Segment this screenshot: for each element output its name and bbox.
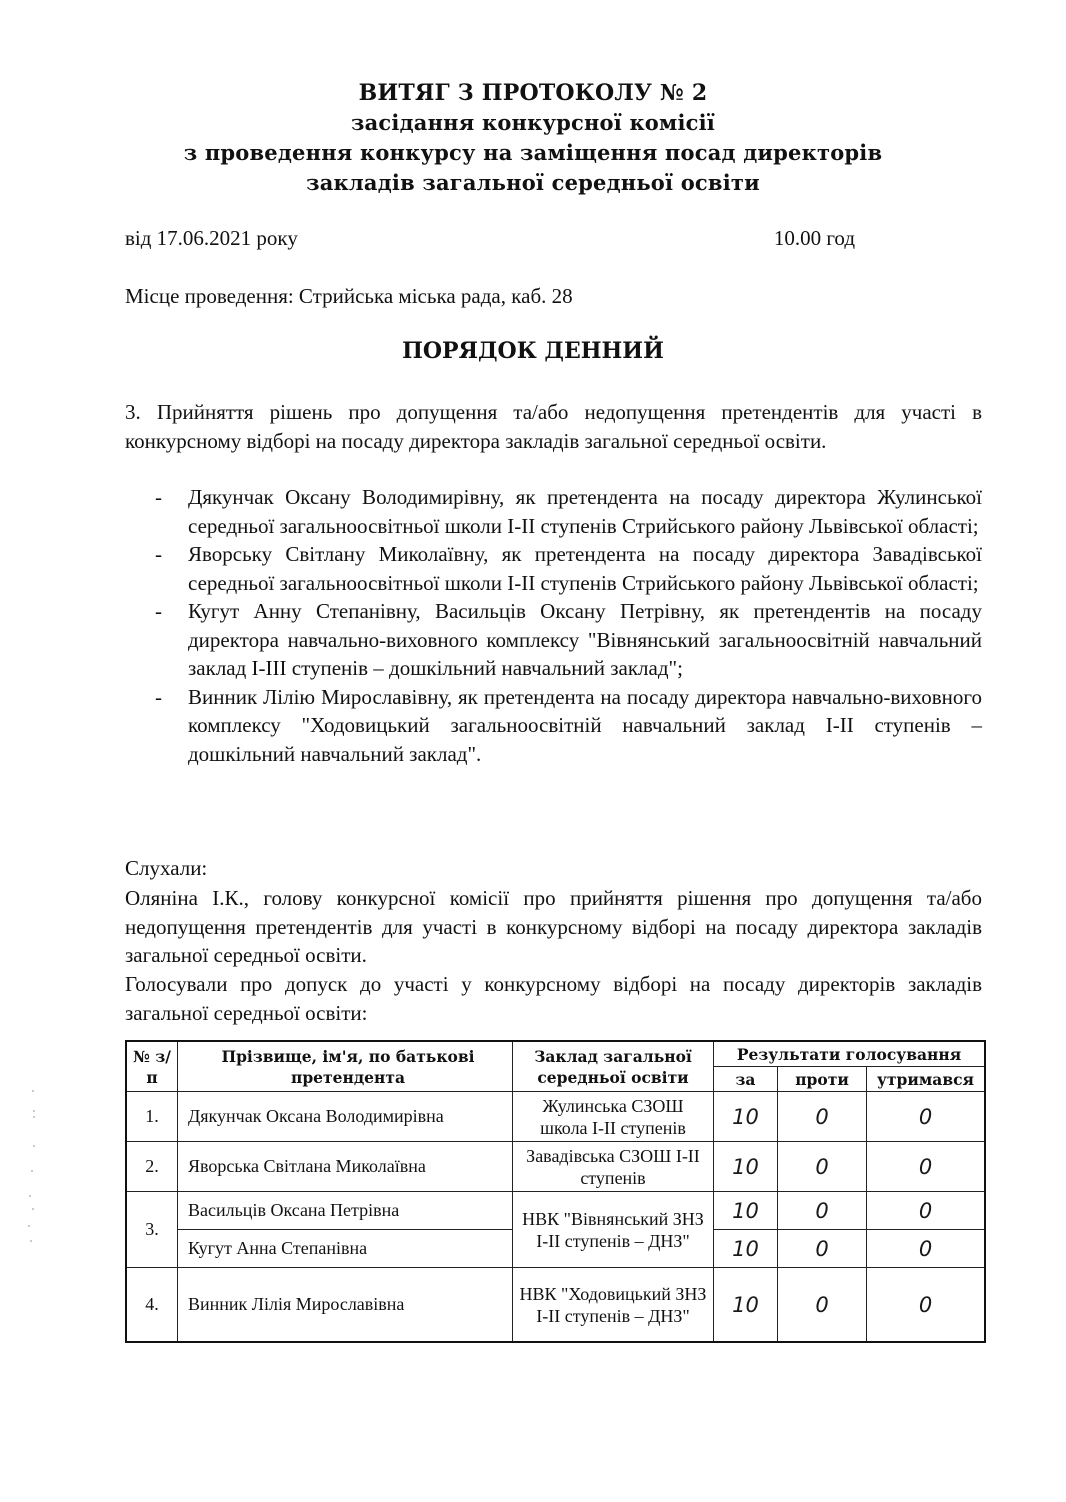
voted-text: Голосували про допуск до участі у конкурсному відборі на посаду директорів закладів загальної середньої освіти:	[125, 972, 982, 1025]
candidate-text: Кугут Анну Степанівну, Васильців Оксану Петрівну, як претендентів на посаду директора навчально-виховного комплексу "Вівнянський загальноосвітній навчальний заклад І-ІІІ ступенів – дошкільний навчальний заклад";	[188, 599, 982, 680]
votes-against: 0	[778, 1192, 867, 1230]
votes-for: 10	[714, 1230, 778, 1268]
candidate-name: Дякунчак Оксана Володимирівна	[178, 1092, 513, 1142]
meeting-date: від 17.06.2021 року	[125, 226, 298, 250]
bullet-dash: -	[155, 684, 162, 709]
title-line-4: закладів загальної середньої освіти	[306, 170, 760, 195]
title-line-3: з проведення конкурсу на заміщення посад директорів	[183, 140, 883, 165]
candidate-text: Яворську Світлану Миколаївну, як претендента на посаду директора Завадівської середньої загальноосвітньої школи І-ІІ ступенів Стрийського району Львівської області;	[188, 542, 982, 595]
table-row	[126, 1268, 985, 1343]
meeting-date-line	[125, 226, 855, 251]
candidate-text: Винник Лілію Мирославівну, як претендента на посаду директора навчально-виховного комплексу "Ходовицький загальноосвітній навчальний заклад І-ІІ ступенів – дошкільний навчальний заклад".	[188, 684, 982, 766]
votes-abstained: 0	[867, 1092, 986, 1142]
header-abstained: утримався	[867, 1067, 986, 1092]
agenda-title: ПОРЯДОК ДЕННИЙ	[402, 338, 664, 364]
candidate-item	[125, 597, 982, 683]
candidate-item	[125, 683, 982, 769]
votes-against: 0	[778, 1142, 867, 1192]
table-header-row	[126, 1041, 985, 1067]
title-line-1: ВИТЯГ З ПРОТОКОЛУ № 2	[358, 80, 708, 106]
votes-for: 10	[714, 1142, 778, 1192]
candidate-list	[125, 483, 982, 768]
candidate-text: Дякунчак Оксану Володимирівну, як претендента на посаду директора Жулинської середньої загальноосвітньої школи І-ІІ ступенів Стрийського району Львівської області;	[188, 485, 982, 538]
candidate-name: Винник Лілія Мирославівна	[178, 1268, 513, 1343]
row-num: 2.	[126, 1142, 178, 1192]
candidate-name: Яворська Світлана Миколаївна	[178, 1142, 513, 1192]
header-results: Результати голосування	[714, 1041, 986, 1067]
row-num: 4.	[126, 1268, 178, 1343]
institution: НВК "Ходовицький ЗНЗ І-ІІ ступенів – ДНЗ"	[513, 1268, 714, 1343]
table-row	[126, 1192, 985, 1230]
header-institution: Заклад загальної середньої освіти	[513, 1041, 714, 1092]
heard-label: Слухали:	[125, 856, 208, 880]
candidate-item	[125, 540, 982, 597]
agenda-item-text: 3. Прийняття рішень про допущення та/або недопущення претендентів для участі в конкурсному відборі на посаду директора закладів загальної середньої освіти.	[125, 400, 982, 453]
header-name: Прізвище, ім'я, по батькові претендента	[178, 1041, 513, 1092]
votes-for: 10	[714, 1268, 778, 1343]
bullet-dash: -	[155, 485, 162, 509]
document-title	[0, 78, 1066, 198]
voting-results-table	[125, 1040, 986, 1343]
header-num: № з/п	[126, 1041, 178, 1092]
votes-against: 0	[778, 1268, 867, 1343]
votes-against: 0	[778, 1092, 867, 1142]
meeting-time: 10.00 год	[773, 226, 855, 250]
meeting-place: Місце проведення: Стрийська міська рада, каб. 28	[125, 284, 573, 308]
table-row	[126, 1092, 985, 1142]
header-for: за	[714, 1067, 778, 1092]
candidate-name: Кугут Анна Степанівна	[178, 1230, 513, 1268]
votes-against: 0	[778, 1230, 867, 1268]
votes-for: 10	[714, 1092, 778, 1142]
votes-abstained: 0	[867, 1268, 986, 1343]
votes-abstained: 0	[867, 1230, 986, 1268]
candidate-item	[125, 483, 982, 540]
institution: Жулинська СЗОШ школа І-ІІ ступенів	[513, 1092, 714, 1142]
votes-for: 10	[714, 1192, 778, 1230]
row-num: 1.	[126, 1092, 178, 1142]
institution: Завадівська СЗОШ І-ІІ ступенів	[513, 1142, 714, 1192]
votes-abstained: 0	[867, 1192, 986, 1230]
bullet-dash: -	[155, 542, 162, 566]
header-against: проти	[778, 1067, 867, 1092]
votes-abstained: 0	[867, 1142, 986, 1192]
scan-artifact-dots	[24, 1090, 38, 1250]
row-num: 3.	[126, 1192, 178, 1268]
candidate-name: Васильців Оксана Петрівна	[178, 1192, 513, 1230]
bullet-dash: -	[155, 599, 162, 623]
institution: НВК "Вівнянський ЗНЗ І-ІІ ступенів – ДНЗ"	[513, 1192, 714, 1268]
heard-text: Оляніна І.К., голову конкурсної комісії про прийняття рішення про допущення та/або недопущення претендентів для участі в конкурсному відборі на посаду директора закладів загальної середньої освіти.	[125, 886, 982, 967]
title-line-2: засідання конкурсної комісії	[351, 110, 715, 135]
table-row	[126, 1142, 985, 1192]
